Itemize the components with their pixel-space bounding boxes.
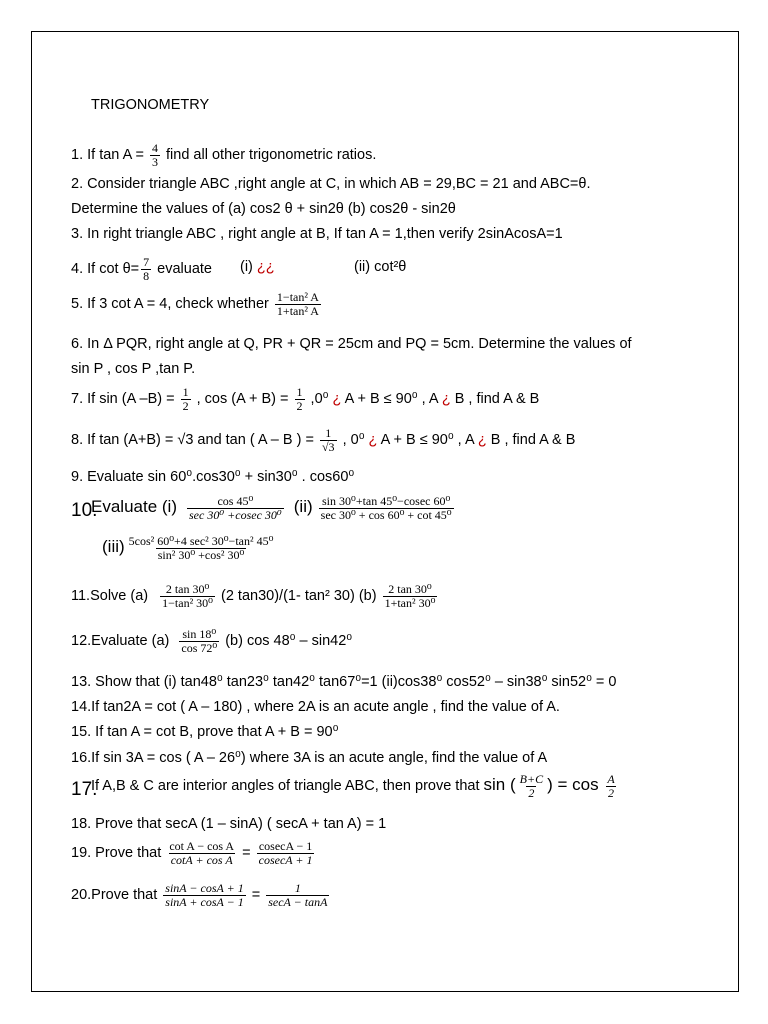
q11-fraction-b-num: 2 tan 30⁰ <box>388 582 432 596</box>
q20-text: 20.Prove that <box>71 886 162 903</box>
q11-text-mid: (2 tan30)/(1- tan² 30) (b) <box>216 587 381 604</box>
q17-fraction-1-num: B+C <box>519 772 544 786</box>
q7-text-e: B , find A & B <box>450 390 540 407</box>
q10-fraction-i <box>187 495 284 521</box>
q8-text-a: 8. If tan (A+B) = √3 and tan ( A – B ) = <box>71 431 318 448</box>
question-8 <box>71 427 575 453</box>
question-7 <box>71 386 539 412</box>
q19-fraction-left <box>167 840 236 866</box>
q8-text-e: B , find A & B <box>486 431 576 448</box>
question-10-line-1 <box>91 495 456 521</box>
q10-evaluate-label: Evaluate (i) <box>91 496 177 516</box>
q7-fraction-2-num: 1 <box>296 385 303 399</box>
q7-fraction-2-den: 2 <box>296 398 303 413</box>
q5-fraction <box>275 291 321 317</box>
question-4 <box>71 256 212 282</box>
question-20 <box>71 882 331 908</box>
question-18: 18. Prove that secA (1 – sinA) ( secA + tan A) = 1 <box>71 816 387 832</box>
q4-evaluate: evaluate <box>153 260 212 277</box>
q1-numerator: 4 <box>152 141 158 155</box>
q8-missing-symbol-2: ¿ <box>477 431 487 448</box>
q4-numerator: 7 <box>143 255 150 269</box>
q11-fraction-a <box>160 583 215 609</box>
q10-fraction-i-den: sec 30⁰ +cosec 30⁰ <box>189 507 282 522</box>
q20-left-den: sinA + cosA − 1 <box>165 894 244 909</box>
question-2-line-1: 2. Consider triangle ABC ,right angle at C, in which AB = 29,BC = 21 and ABC=θ. <box>71 176 591 192</box>
q7-text-c: ,0⁰ <box>306 390 333 407</box>
q5-numerator: 1−tan² A <box>276 290 319 304</box>
q17-cos: ) = cos <box>547 774 604 794</box>
q7-text-b: , cos (A + B) = <box>192 390 293 407</box>
q19-text: 19. Prove that <box>71 844 166 861</box>
question-10-number: 10. <box>71 500 98 521</box>
q12-fraction-den: cos 72⁰ <box>181 640 218 655</box>
question-17-line <box>91 773 619 799</box>
q19-fraction-right <box>257 840 315 866</box>
question-12 <box>71 628 352 654</box>
q10-part-iii-label: (iii) <box>102 536 125 556</box>
q19-right-den: cosecA + 1 <box>258 852 313 867</box>
question-19 <box>71 840 316 866</box>
q17-fraction-2-den: 2 <box>607 785 614 800</box>
q20-fraction-right <box>266 882 329 908</box>
q7-fraction-1 <box>181 386 191 412</box>
q10-fraction-i-num: cos 45⁰ <box>217 494 254 508</box>
q19-left-den: cotA + cos A <box>170 852 233 867</box>
question-1 <box>71 142 376 168</box>
q11-fraction-b <box>383 583 438 609</box>
q17-fraction-1 <box>518 773 545 799</box>
q19-left-num: cot A − cos A <box>169 839 235 853</box>
question-13: 13. Show that (i) tan48⁰ tan23⁰ tan42⁰ tan67⁰=1 (ii)cos38⁰ cos52⁰ – sin38⁰ sin52⁰ = 0 <box>71 674 617 690</box>
q5-text: 5. If 3 cot A = 4, check whether <box>71 295 273 312</box>
q7-text-a: 7. If sin (A –B) = <box>71 390 179 407</box>
q12-text: 12.Evaluate (a) <box>71 632 174 649</box>
page-title: TRIGONOMETRY <box>91 97 210 113</box>
q8-fraction-den: √3 <box>321 439 335 454</box>
question-6-line-1: 6. In Δ PQR, right angle at Q, PR + QR = 25cm and PQ = 5cm. Determine the values of <box>71 336 632 352</box>
q17-sin: sin ( <box>483 774 516 794</box>
question-15: 15. If tan A = cot B, prove that A + B = 90⁰ <box>71 724 339 740</box>
q12-fraction-a <box>179 628 219 654</box>
q1-fraction <box>150 142 160 168</box>
q10-fraction-ii-num: sin 30⁰+tan 45⁰−cosec 60⁰ <box>322 494 451 508</box>
q8-missing-symbol-1: ¿ <box>368 431 378 448</box>
q8-fraction-num: 1 <box>325 426 332 440</box>
q20-right-den: secA − tanA <box>268 894 328 909</box>
question-11 <box>71 583 439 609</box>
q10-fraction-iii-den: sin² 30⁰ +cos² 30⁰ <box>157 547 245 562</box>
q19-equals: = <box>238 844 255 861</box>
q20-fraction-left <box>163 882 245 908</box>
q8-text-d: A + B ≤ 90⁰ , A <box>377 431 478 448</box>
question-3: 3. In right triangle ABC , right angle at B, If tan A = 1,then verify 2sinAcosA=1 <box>71 226 563 242</box>
q17-fraction-1-den: 2 <box>528 785 535 800</box>
q4-part-i-label: (i) <box>240 259 257 275</box>
q11-fraction-a-den: 1−tan² 30⁰ <box>162 595 213 610</box>
q10-fraction-iii-num: 5cos² 60⁰+4 sec² 30⁰−tan² 45⁰ <box>128 534 274 548</box>
q8-fraction <box>320 427 337 453</box>
q11-fraction-b-den: 1+tan² 30⁰ <box>384 595 436 610</box>
q7-fraction-1-num: 1 <box>182 385 189 399</box>
q8-text-c: , 0⁰ <box>338 431 369 448</box>
question-10-line-2 <box>102 535 277 561</box>
question-5 <box>71 291 323 317</box>
question-14: 14.If tan2A = cot ( A – 180) , where 2A is an acute angle , find the value of A. <box>71 699 560 715</box>
q17-fraction-2 <box>605 773 616 799</box>
q7-text-d: A + B ≤ 90⁰ , A <box>341 390 442 407</box>
q5-denominator: 1+tan² A <box>276 303 319 318</box>
q1-text: 1. If tan A = <box>71 146 148 163</box>
q10-fraction-ii <box>319 495 454 521</box>
q11-fraction-a-num: 2 tan 30⁰ <box>165 582 210 596</box>
q12-part-b: (b) cos 48⁰ – sin42⁰ <box>221 632 353 649</box>
q10-fraction-ii-den: sec 30⁰ + cos 60⁰ + cot 45⁰ <box>320 507 452 522</box>
question-9: 9. Evaluate sin 60⁰.cos30⁰ + sin30⁰ . cos60⁰ <box>71 469 355 485</box>
question-2-line-2: Determine the values of (a) cos2 θ + sin2θ (b) cos2θ - sin2θ <box>71 201 456 217</box>
q12-fraction-num: sin 18⁰ <box>182 627 217 641</box>
q7-missing-symbol-2: ¿ <box>441 390 451 407</box>
q10-fraction-iii <box>127 535 276 561</box>
q7-fraction-1-den: 2 <box>182 398 189 413</box>
q4-text: 4. If cot θ= <box>71 260 140 277</box>
q4-part-ii: (ii) cot²θ <box>354 259 407 275</box>
question-16: 16.If sin 3A = cos ( A – 26⁰) where 3A is an acute angle, find the value of A <box>71 750 548 766</box>
q4-part-i <box>240 258 275 276</box>
q19-right-num: cosecA − 1 <box>258 839 313 853</box>
document-page <box>31 31 739 992</box>
q20-equals: = <box>247 886 265 903</box>
question-6-line-2: sin P , cos P ,tan P. <box>71 361 196 377</box>
q17-text: If A,B & C are interior angles of triangle ABC, then prove that <box>91 777 484 794</box>
q20-right-num: 1 <box>294 881 301 895</box>
q11-text: 11.Solve (a) <box>71 587 153 604</box>
question-17-number: 17. <box>71 779 98 800</box>
q4-denominator: 8 <box>143 268 150 283</box>
q4-part-i-missing: ¿¿ <box>256 259 275 275</box>
q10-part-ii-label: (ii) <box>293 496 313 516</box>
q7-fraction-2 <box>295 386 305 412</box>
q4-fraction <box>141 256 151 282</box>
q1-denominator: 3 <box>152 154 158 169</box>
q17-fraction-2-num: A <box>607 772 615 786</box>
q20-left-num: sinA − cosA + 1 <box>165 881 244 895</box>
q7-missing-symbol-1: ¿ <box>332 390 342 407</box>
q1-text-end: find all other trigonometric ratios. <box>162 146 377 163</box>
